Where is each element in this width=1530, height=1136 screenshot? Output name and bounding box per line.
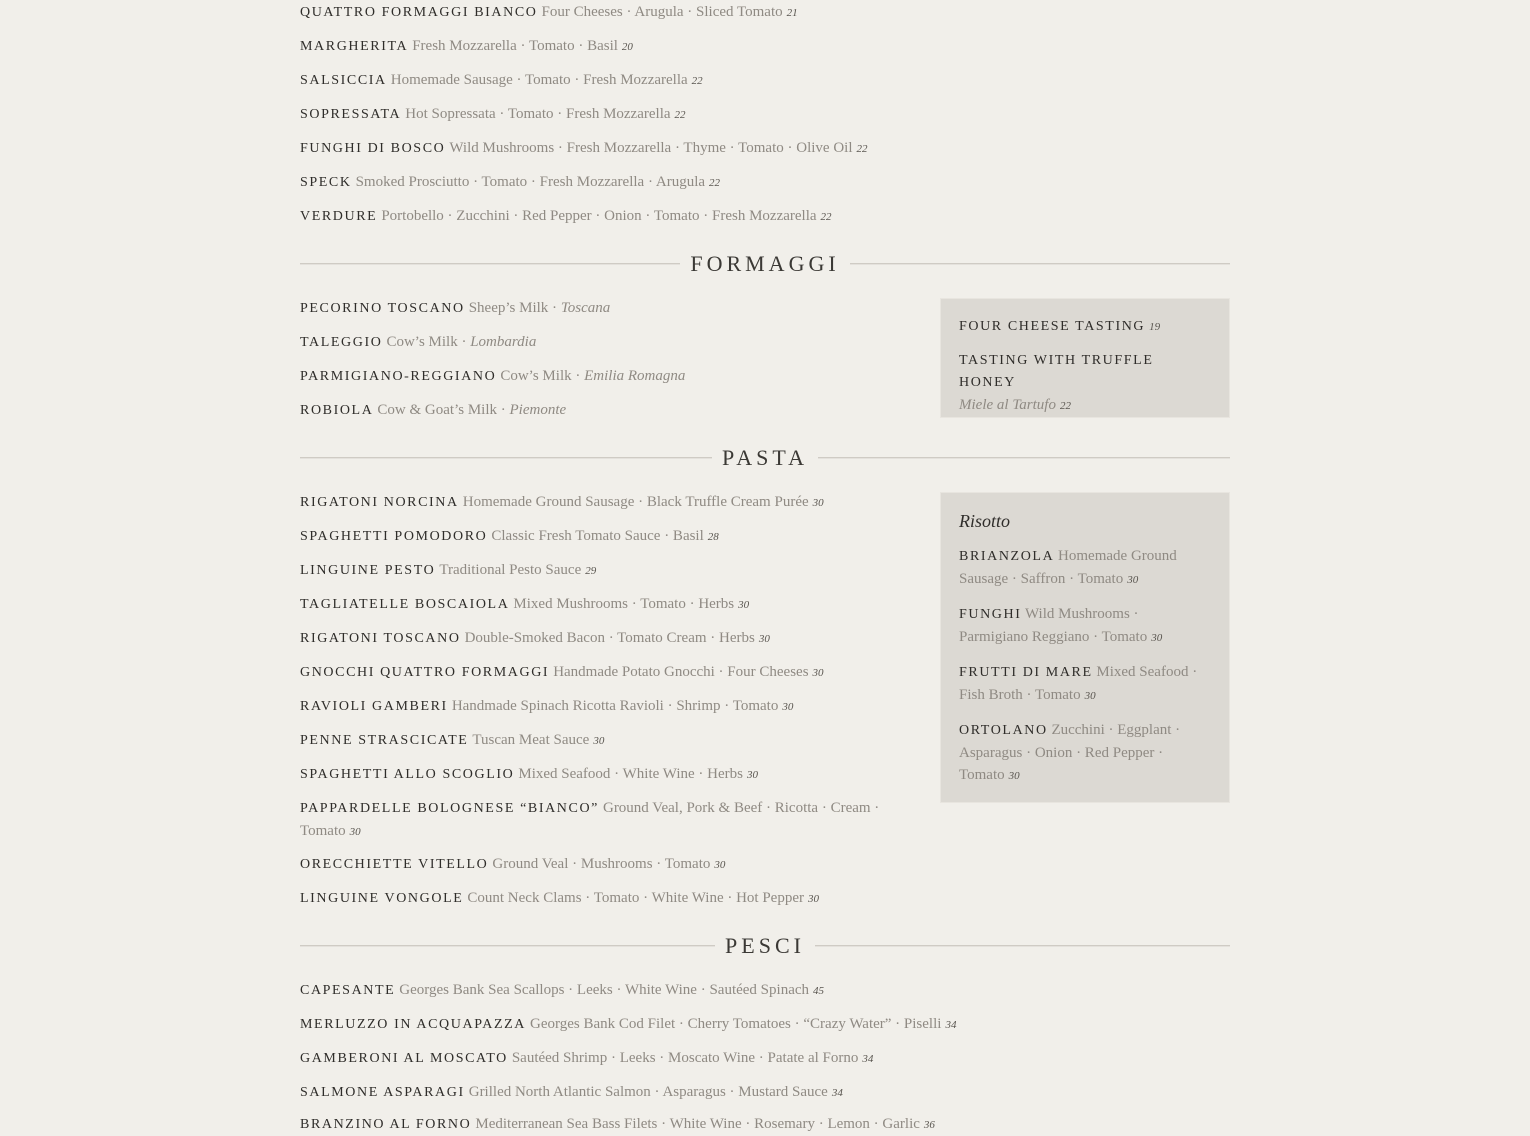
item-price: 30 [1008,770,1020,782]
item-price: 30 [758,633,770,645]
item-desc: Sautéed Shrimp · Leeks · Moscato Wine · Patate al Forno [511,1050,859,1066]
item-price: 34 [831,1087,843,1099]
divider [818,457,1230,459]
item-name: QUATTRO FORMAGGI BIANCO [300,5,538,20]
item-name: PENNE STRASCICATE [300,733,469,748]
menu-item [300,593,749,616]
item-name: GAMBERONI AL MOSCATO [300,1051,508,1066]
item-name: MARGHERITA [300,39,409,54]
item-price: 22 [674,109,686,121]
menu-item [300,979,824,1002]
item-desc: Zucchini · Eggplant · Asparagus · Onion · Red Pepper · Tomato [959,722,1181,783]
menu-item [300,365,685,388]
item-desc: Mediterranean Sea Bass Filets · White Wine · Rosemary · Lemon · Garlic [475,1116,920,1132]
item-desc: Mixed Seafood · Fish Broth · Tomato [959,664,1198,703]
divider [815,945,1230,947]
menu-item [300,729,604,752]
item-name: RIGATONI TOSCANO [300,631,461,646]
item-price: 22 [856,143,868,155]
item-name: SOPRESSATA [300,107,402,122]
item-price: 30 [593,735,605,747]
item-price: 30 [1151,632,1163,644]
risotto-item [959,603,1211,649]
menu-item [300,297,610,320]
item-price: 30 [746,769,758,781]
item-name: SPAGHETTI POMODORO [300,529,488,544]
risotto-item [959,719,1211,787]
tasting-option [959,315,1211,338]
tasting-subtitle: Miele al Tartufo [959,397,1056,413]
item-desc: Homemade Ground Sausage · Black Truffle Cream Purée [462,494,809,510]
menu-item [300,1113,935,1136]
risotto-box [940,492,1230,803]
item-name: BRIANZOLA [959,549,1055,564]
item-price: 30 [349,826,361,838]
section-title: PASTA [722,445,808,470]
item-price: 22 [709,177,721,189]
item-desc: Classic Fresh Tomato Sauce · Basil [491,528,704,544]
item-desc: Georges Bank Cod Filet · Cherry Tomatoes · “Crazy Water” · Piselli [530,1016,942,1032]
tasting-option [959,350,1211,417]
item-desc: Mixed Mushrooms · Tomato · Herbs [513,596,735,612]
item-name: MERLUZZO IN ACQUAPAZZA [300,1017,527,1032]
item-price: 29 [585,565,597,577]
section-heading-formaggi [300,249,1230,279]
item-desc: Count Neck Clams · Tomato · White Wine · Hot Pepper [467,890,804,906]
item-price: 30 [738,599,750,611]
item-name: SALSICCIA [300,73,387,88]
menu-item [300,695,793,718]
section-title: PESCI [725,933,805,958]
divider [300,457,712,459]
item-name: ROBIOLA [300,403,374,418]
item-price: 30 [1084,690,1096,702]
item-desc: Wild Mushrooms · Fresh Mozzarella · Thyme · Tomato · Olive Oil [449,140,853,156]
item-desc: Wild Mushrooms · Parmigiano Reggiano · Tomato [959,606,1148,645]
item-desc: Tuscan Meat Sauce [472,732,590,748]
section-heading-pesci [300,931,1230,961]
item-name: BRANZINO AL FORNO [300,1117,472,1132]
risotto-item [959,661,1211,707]
item-desc: Homemade Ground Sausage · Saffron · Tomato [959,548,1177,587]
menu-item [300,1,798,24]
divider [300,945,715,947]
item-price: 36 [923,1119,935,1131]
item-name: ORTOLANO [959,723,1048,738]
item-price: 30 [714,859,726,871]
item-price: 45 [813,985,825,997]
item-name: SPECK [300,175,352,190]
item-desc: Ground Veal, Pork & Beef · Ricotta · Cream · Tomato [300,800,880,839]
section-heading-pasta [300,443,1230,473]
item-name: CAPESANTE [300,983,396,998]
menu-item [300,525,719,548]
item-name: TAGLIATELLE BOSCAIOLA [300,597,510,612]
item-desc: Georges Bank Sea Scallops · Leeks · White Wine · Sautéed Spinach [399,982,810,998]
risotto-title: Risotto [959,511,1011,531]
menu-item [300,763,758,786]
item-desc: Double-Smoked Bacon · Tomato Cream · Herbs [464,630,755,646]
item-region: Piemonte [509,402,567,418]
item-name: FRUTTI DI MARE [959,665,1093,680]
item-desc: Smoked Prosciutto · Tomato · Fresh Mozzarella · Arugula [355,174,706,190]
tasting-name: FOUR CHEESE TASTING [959,319,1146,334]
item-desc: Handmade Potato Gnocchi · Four Cheeses [553,664,809,680]
item-desc: Ground Veal · Mushrooms · Tomato [492,856,711,872]
menu-item [300,491,824,514]
item-name: LINGUINE PESTO [300,563,436,578]
item-name: ORECCHIETTE VITELLO [300,857,489,872]
item-desc: Hot Sopressata · Tomato · Fresh Mozzarella [405,106,671,122]
menu-item [300,887,819,910]
item-desc: Handmade Spinach Ricotta Ravioli · Shrimp · Tomato [451,698,779,714]
menu-item [300,1081,843,1104]
menu-item [300,171,720,194]
divider [850,263,1230,265]
item-desc: Homemade Sausage · Tomato · Fresh Mozzarella [390,72,688,88]
item-name: LINGUINE VONGOLE [300,891,464,906]
item-name: SPAGHETTI ALLO SCOGLIO [300,767,515,782]
item-region: Toscana [560,300,611,316]
item-name: FUNGHI [959,607,1022,622]
menu-item [300,1013,956,1036]
menu-item [300,399,566,422]
risotto-item [959,545,1211,591]
item-name: RIGATONI NORCINA [300,495,459,510]
menu-item [300,797,890,843]
menu-item [300,627,770,650]
item-price: 34 [945,1019,957,1031]
item-desc: Portobello · Zucchini · Red Pepper · Onion · Tomato · Fresh Mozzarella [381,208,817,224]
item-region: Lombardia [470,334,537,350]
item-price: 30 [782,701,794,713]
tasting-price: 22 [1059,400,1071,412]
item-desc: Mixed Seafood · White Wine · Herbs [518,766,743,782]
item-price: 30 [808,893,819,905]
item-price: 30 [812,667,824,679]
menu-item [300,853,725,876]
menu-item [300,331,536,354]
item-desc: Grilled North Atlantic Salmon · Asparagus · Mustard Sauce [468,1084,828,1100]
item-name: GNOCCHI QUATTRO FORMAGGI [300,665,550,680]
item-price: 30 [1127,574,1139,586]
item-desc: Sheep’s Milk · [468,300,558,316]
menu-item [300,661,824,684]
item-name: TALEGGIO [300,335,383,350]
item-price: 21 [786,7,798,19]
divider [300,263,680,265]
item-name: PAPPARDELLE BOLOGNESE “BIANCO” [300,801,599,816]
item-desc: Four Cheeses · Arugula · Sliced Tomato [541,4,783,20]
item-desc: Cow & Goat’s Milk · [377,402,506,418]
section-title: FORMAGGI [690,251,840,276]
item-desc: Cow’s Milk · [500,368,581,384]
item-price: 34 [862,1053,874,1065]
item-region: Emilia Romagna [584,368,686,384]
menu-item [300,559,596,582]
cheese-tasting-box [940,298,1230,418]
item-name: PARMIGIANO-REGGIANO [300,369,497,384]
item-desc: Traditional Pesto Sauce [439,562,582,578]
item-name: FUNGHI DI BOSCO [300,141,446,156]
tasting-price: 19 [1149,321,1161,333]
item-name: VERDURE [300,209,378,224]
item-price: 28 [707,531,719,543]
item-desc: Cow’s Milk · [386,334,467,350]
menu-item [300,69,703,92]
item-price: 30 [812,497,824,509]
menu-item [300,1047,873,1070]
menu-item [300,103,686,126]
menu-item [300,35,633,58]
menu-item [300,137,868,160]
item-price: 22 [691,75,703,87]
item-price: 22 [820,211,832,223]
menu-item [300,205,832,228]
item-desc: Fresh Mozzarella · Tomato · Basil [412,38,618,54]
item-name: PECORINO TOSCANO [300,301,465,316]
item-name: RAVIOLI GAMBERI [300,699,448,714]
tasting-name: TASTING WITH TRUFFLE HONEY [959,353,1154,390]
item-price: 20 [621,41,633,53]
item-name: SALMONE ASPARAGI [300,1085,465,1100]
